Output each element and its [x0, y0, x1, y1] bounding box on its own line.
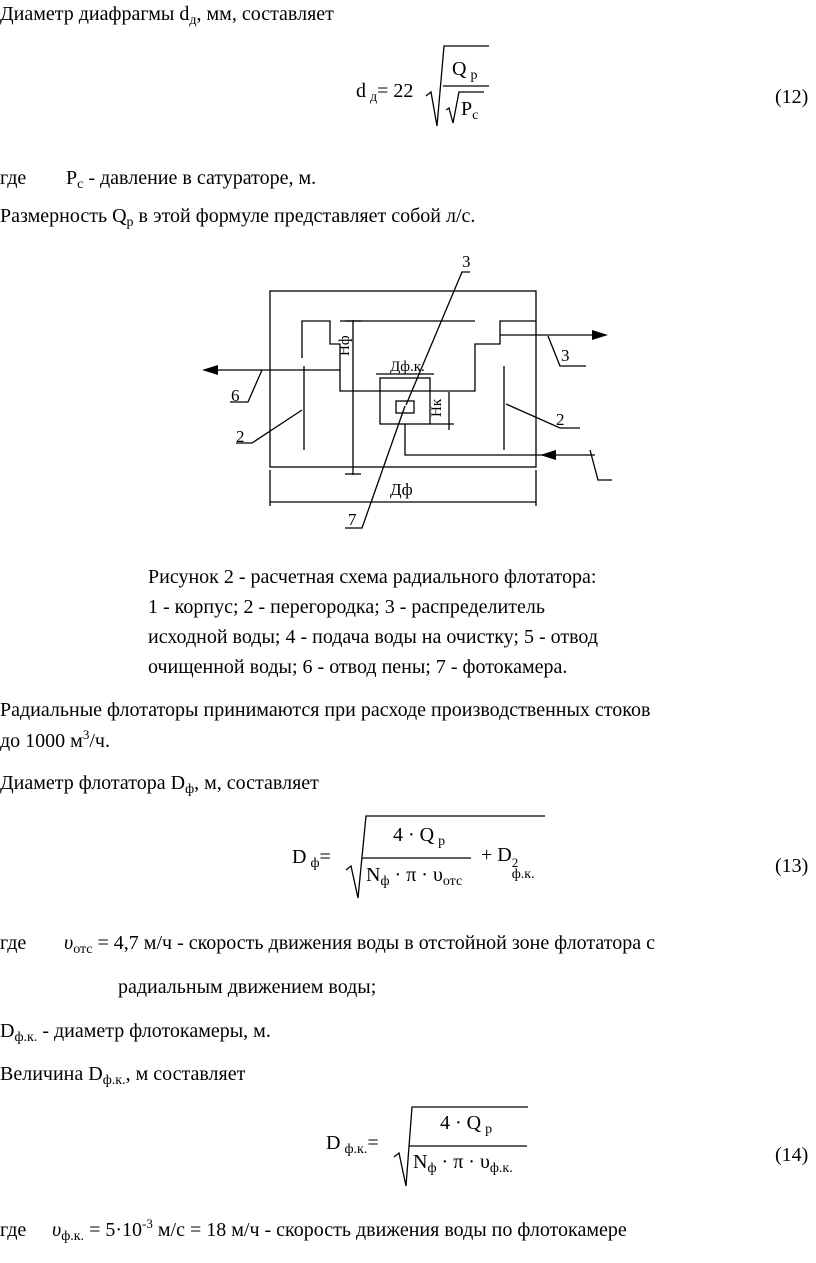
superscript: 3	[82, 727, 90, 742]
eq14-den-sub: ф	[427, 1161, 437, 1176]
eq14-equals: =	[367, 1132, 379, 1154]
superscript: -3	[142, 1216, 153, 1231]
figure-caption-line: 1 - корпус; 2 - перегородка; 3 - распределитель	[148, 596, 545, 618]
eq12-num-symbol: Q	[452, 58, 467, 80]
subscript: ф	[185, 782, 195, 797]
eq13-den-text: · π · υ	[389, 864, 443, 886]
eq12-inner-radical	[446, 92, 484, 123]
text-fragment: Диаметр флотатора D	[0, 772, 186, 794]
figure-label-df: Дф	[390, 480, 413, 499]
subscript: отс	[73, 942, 93, 957]
equation-13-graphics	[346, 816, 545, 898]
text-fragment: в этой формуле представляет собой л/с.	[133, 205, 476, 227]
arrow-right-icon	[592, 330, 608, 340]
leader-6	[230, 370, 262, 402]
text-fragment: , мм, составляет	[196, 3, 334, 25]
eq12-lhs-symbol: d	[356, 80, 366, 102]
where-label: где	[0, 1219, 27, 1241]
figure-label-7: 7	[348, 510, 357, 529]
figure-caption-line: Рисунок 2 - расчетная схема радиального флотатора:	[148, 566, 597, 588]
leader-2-left	[236, 410, 302, 443]
eq13-den-symbol: N	[366, 864, 381, 886]
text-fragment: до 1000 м	[0, 730, 83, 752]
eq12-lhs-sub: д	[370, 90, 378, 105]
eq12-equals: = 22	[377, 80, 414, 102]
eq14-num-text: 4 · Q	[440, 1112, 482, 1134]
eq14-den-text: · π · υ	[436, 1151, 490, 1173]
eq14-den-symbol: N	[413, 1151, 428, 1173]
leader-2-right	[506, 404, 580, 428]
figure-inner-contour	[302, 321, 536, 391]
text-fragment: - давление в сатураторе, м.	[83, 167, 317, 189]
text-fragment: Диаметр диафрагмы d	[0, 3, 190, 25]
eq13-lhs-sub: ф	[310, 856, 320, 871]
text-fragment: Размерность Q	[0, 205, 127, 227]
text-fragment: = 5·10	[84, 1219, 143, 1241]
leader-3-top	[406, 272, 470, 405]
eq14-lhs-sub: ф.к.	[344, 1142, 368, 1157]
leader-3-right	[548, 336, 586, 366]
figure-label-3-top: 3	[462, 252, 471, 271]
figure-caption-line: очищенной воды; 6 - отвод пены; 7 - фотокамера.	[148, 656, 568, 678]
text-fragment: , м, составляет	[194, 772, 319, 794]
figure-label-6: 6	[231, 386, 240, 405]
text-fragment: = 4,7 м/ч - скорость движения воды в отстойной зоне флотатора с	[92, 932, 655, 954]
arrow-inlet-icon	[540, 450, 556, 460]
flotator-figure	[210, 272, 612, 528]
eq12-den-symbol: P	[461, 98, 473, 120]
eq12-num-sub: р	[470, 68, 478, 83]
where-votc-continuation: радиальным движением воды;	[118, 976, 377, 998]
subscript: д	[189, 13, 197, 28]
eq13-den-sub: ф	[380, 874, 390, 889]
eq13-equals: =	[319, 846, 331, 868]
subscript: р	[126, 215, 134, 230]
where-label: где	[0, 167, 27, 189]
eq14-lhs-symbol: D	[326, 1132, 341, 1154]
subscript: с	[77, 177, 84, 192]
symbol: υ	[52, 1219, 62, 1241]
eq13-plus-sup: 2	[511, 855, 519, 870]
symbol: D	[0, 1020, 15, 1042]
subscript: ф.к.	[14, 1030, 38, 1045]
eq13-plus-sub: ф.к.	[511, 867, 535, 882]
figure-label-dfk: Дф.к.	[390, 359, 425, 375]
figure-label-hk: Нк	[429, 398, 445, 417]
eq14-num-sub: р	[485, 1122, 493, 1137]
eq13-lhs-symbol: D	[292, 846, 307, 868]
symbol: υ	[64, 932, 74, 954]
eq13-num-text: 4 · Q	[393, 824, 435, 846]
equation-number-13: (13)	[775, 855, 809, 877]
where-label: где	[0, 932, 27, 954]
eq12-den-sub: с	[472, 108, 479, 123]
equation-12-graphics	[426, 46, 489, 126]
figure-body	[270, 291, 536, 467]
figure-caption-line: исходной воды; 4 - подача воды на очистку; 5 - отвод	[148, 626, 598, 648]
figure-label-hf: Нф	[337, 335, 353, 356]
text-fragment: - диаметр флотокамеры, м.	[37, 1020, 271, 1042]
symbol: Р	[66, 167, 78, 189]
text-fragment: , м составляет	[125, 1063, 246, 1085]
text-fragment: м/с = 18 м/ч - скорость движения воды по флотокамере	[152, 1219, 627, 1241]
arrow-left-icon	[202, 365, 218, 375]
figure-label-2-left: 2	[236, 427, 245, 446]
equation-number-14: (14)	[775, 1144, 809, 1166]
text-fragment: /ч.	[89, 730, 110, 752]
eq13-num-sub: р	[438, 834, 446, 849]
equation-number-12: (12)	[775, 86, 809, 108]
eq14-den-sub2: ф.к.	[489, 1161, 513, 1176]
subscript: ф.к.	[61, 1229, 85, 1244]
figure-label-3-right: 3	[561, 346, 570, 365]
text-fragment: Величина D	[0, 1063, 103, 1085]
eq13-radical	[346, 816, 545, 898]
figure-label-2-right: 2	[556, 410, 565, 429]
subscript: ф.к.	[102, 1073, 126, 1088]
equation-14-graphics	[394, 1107, 528, 1186]
paragraph-line: Радиальные флотаторы принимаются при расходе производственных стоков	[0, 699, 651, 721]
eq13-plus-symbol: + D	[481, 844, 512, 866]
eq13-den-sub2: отс	[442, 874, 463, 889]
